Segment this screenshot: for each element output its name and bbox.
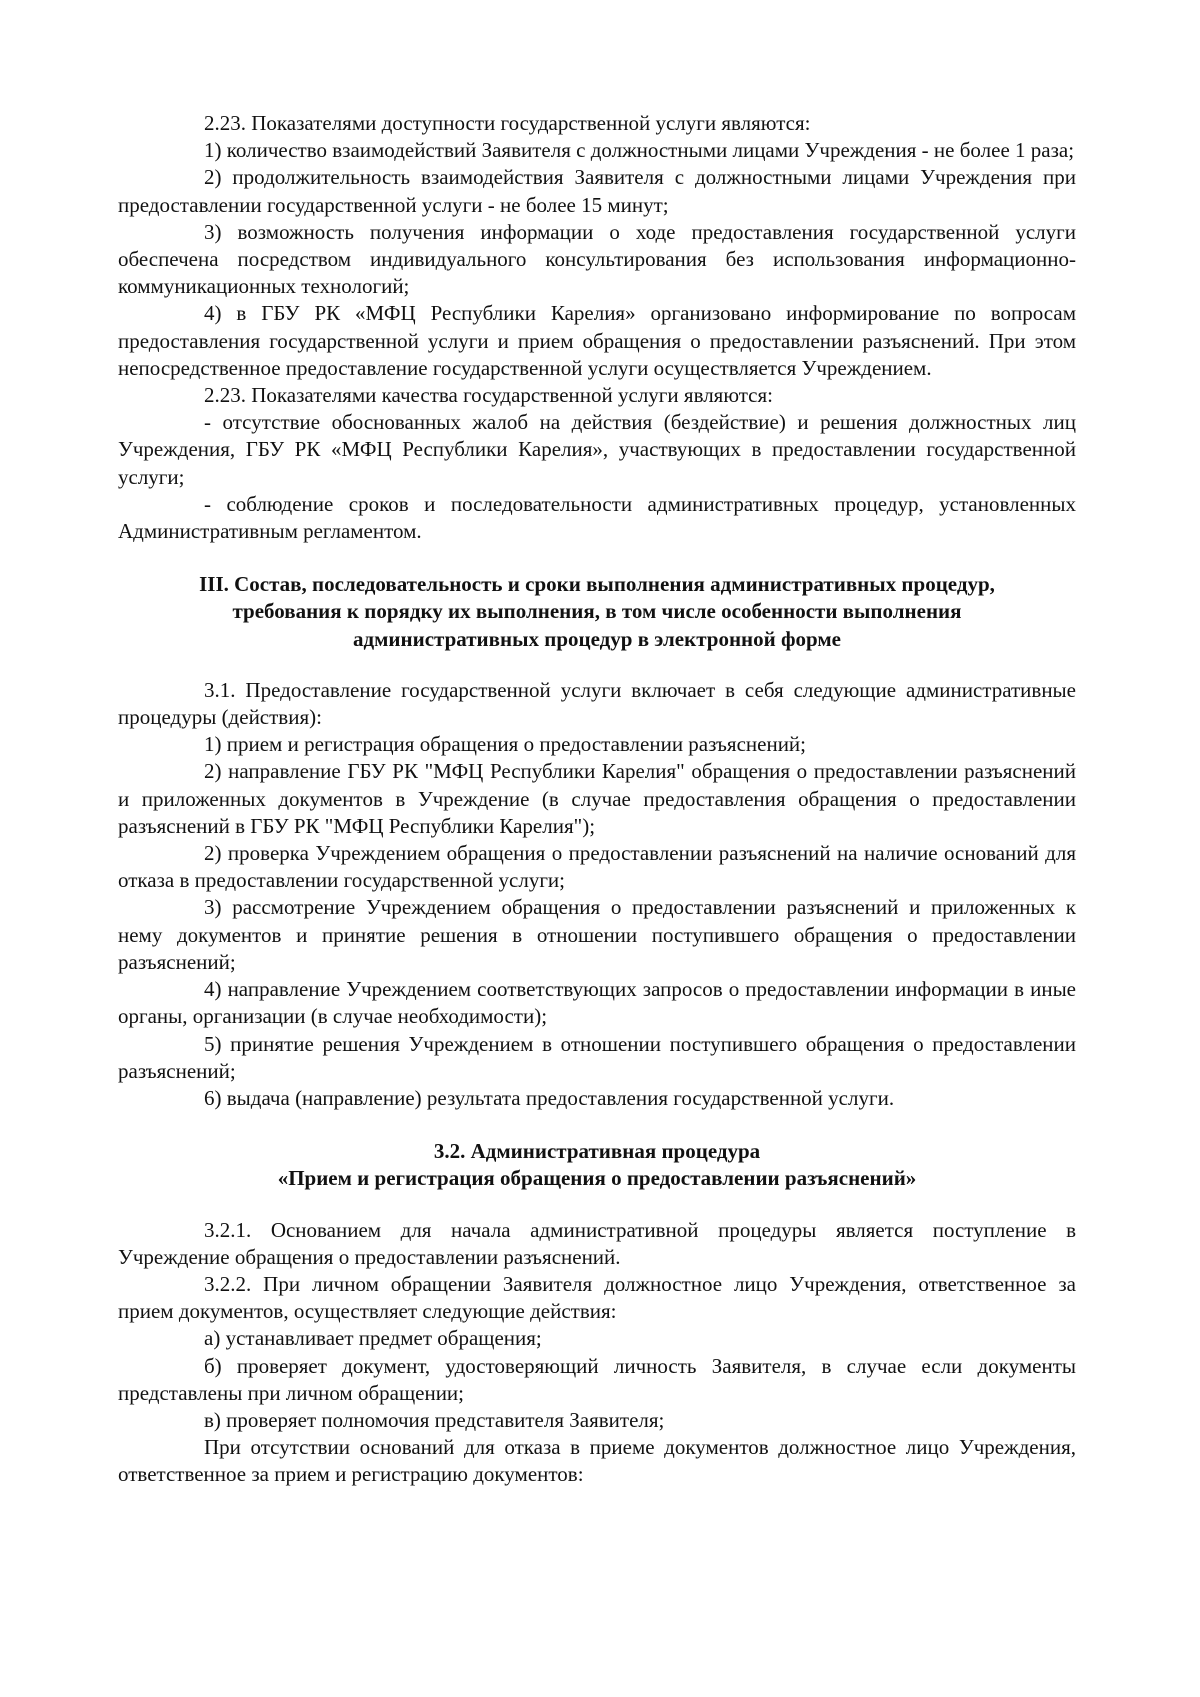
section-heading-3-2 <box>118 1138 1076 1192</box>
heading-line: «Прием и регистрация обращения о предоставлении разъяснений» <box>277 1166 917 1191</box>
heading-line: административных процедур в электронной форме <box>352 626 842 651</box>
document-page <box>118 110 1076 1489</box>
paragraph: б) проверяет документ, удостоверяющий личность Заявителя, в случае если документы представлены при личном обращении; <box>118 1353 1076 1405</box>
paragraph: 2.23. Показателями доступности государственной услуги являются: <box>204 111 811 135</box>
section-3-2-reception <box>118 1217 1076 1489</box>
section-3-1-procedures <box>118 677 1076 1112</box>
paragraph: 4) в ГБУ РК «МФЦ Республики Карелия» организовано информирование по вопросам предоставления государственной услуги и прием обращения о предоставлении разъяснений. При этом непосредственное предоставление государственной услуги осуществляется Учреждением. <box>118 301 1076 380</box>
paragraph: 3.1. Предоставление государственной услуги включает в себя следующие административные процедуры (действия): <box>118 677 1076 730</box>
section-heading-iii <box>118 571 1076 653</box>
paragraph: 3.2.1. Основанием для начала административной процедуры является поступление в Учреждение обращения о предоставлении разъяснений. <box>118 1217 1076 1269</box>
heading-line: 3.2. Административная процедура <box>433 1139 761 1164</box>
heading-line: III. Состав, последовательность и сроки выполнения административных процедур, <box>199 572 995 597</box>
paragraph: При отсутствии оснований для отказа в приеме документов должностное лицо Учреждения, ответственное за прием и регистрацию документов: <box>118 1435 1076 1487</box>
paragraph: 3.2.2. При личном обращении Заявителя должностное лицо Учреждения, ответственное за прием документов, осуществляет следующие действия: <box>118 1271 1076 1324</box>
paragraph: 3) рассмотрение Учреждением обращения о предоставлении разъяснений и приложенных к нему документов и принятие решения в отношении поступившего обращения о предоставлении разъяснений; <box>118 895 1076 974</box>
paragraph: 5) принятие решения Учреждением в отношении поступившего обращения о предоставлении разъяснений; <box>118 1031 1076 1083</box>
paragraph: а) устанавливает предмет обращения; <box>204 1326 542 1351</box>
heading-line: требования к порядку их выполнения, в том числе особенности выполнения <box>232 599 962 624</box>
paragraph: - отсутствие обоснованных жалоб на действия (бездействие) и решения должностных лиц Учреждения, ГБУ РК «МФЦ Республики Карелия», участвующих в предоставлении государственной услуги; <box>118 410 1076 489</box>
paragraph: 6) выдача (направление) результата предоставления государственной услуги. <box>204 1085 895 1110</box>
section-2-23-indicators <box>118 110 1076 545</box>
paragraph: 1) прием и регистрация обращения о предоставлении разъяснений; <box>204 732 807 757</box>
paragraph: 2) направление ГБУ РК "МФЦ Республики Карелия" обращения о предоставлении разъяснений и приложенных документов в Учреждение (в случае предоставления обращения о предоставлении разъяснений в ГБУ РК "МФЦ Республики Карелия"); <box>118 759 1076 838</box>
paragraph: 3) возможность получения информации о ходе предоставления государственной услуги обеспечена посредством индивидуального консультирования без использования информационно-коммуникационных технологий; <box>118 219 1076 299</box>
paragraph: 2) продолжительность взаимодействия Заявителя с должностными лицами Учреждения при предоставлении государственной услуги - не более 15 минут; <box>118 165 1076 217</box>
paragraph: - соблюдение сроков и последовательности административных процедур, установленных Административным регламентом. <box>118 491 1076 544</box>
paragraph: в) проверяет полномочия представителя Заявителя; <box>204 1407 665 1432</box>
paragraph: 2) проверка Учреждением обращения о предоставлении разъяснений на наличие оснований для отказа в предоставлении государственной услуги; <box>118 841 1076 893</box>
paragraph: 1) количество взаимодействий Заявителя с должностными лицами Учреждения - не более 1 раза; <box>204 138 1075 163</box>
paragraph: 2.23. Показателями качества государственной услуги являются: <box>204 383 773 408</box>
paragraph: 4) направление Учреждением соответствующих запросов о предоставлении информации в иные органы, организации (в случае необходимости); <box>118 977 1076 1029</box>
